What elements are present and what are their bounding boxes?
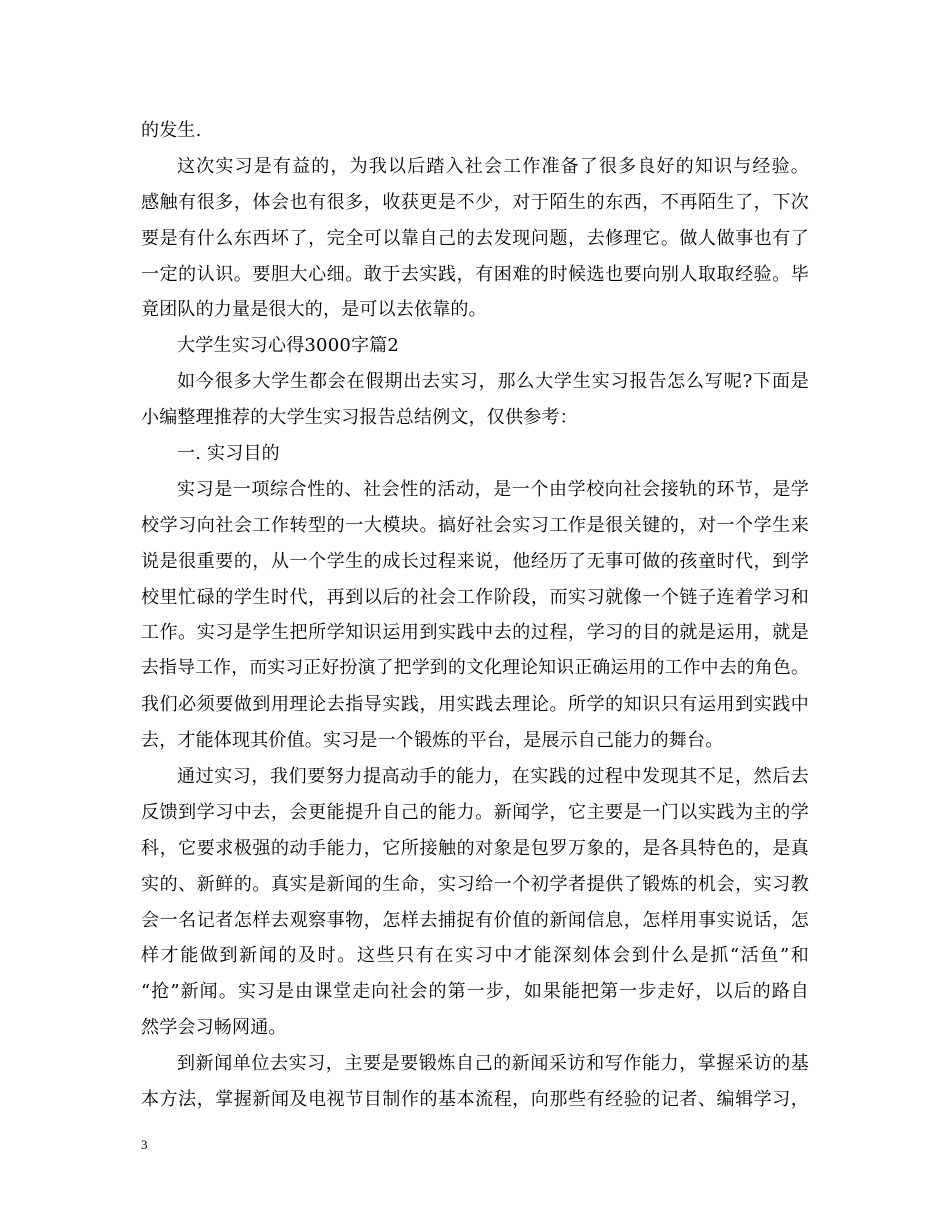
text-line: 去指导工作，而实习正好扮演了把学到的文化理论知识正确运用的工作中去的角色。 — [141, 658, 809, 679]
text-line: 到新闻单位去实习，主要是要锻炼自己的新闻采访和写作能力，掌握采访的基 — [177, 1053, 809, 1075]
text-line: 实的、新鲜的。真实是新闻的生命，实习给一个初学者提供了锻炼的机会，实习教 — [141, 873, 809, 895]
text-line: 反馈到学习中去，会更能提升自己的能力。新闻学，它主要是一门以实践为主的学 — [141, 801, 809, 823]
text-line: 这次实习是有益的，为我以后踏入社会工作准备了很多良好的知识与经验。 — [177, 155, 809, 177]
text-line: 小编整理推荐的大学生实习报告总结例文，仅供参考： — [141, 407, 578, 429]
text-line: 校里忙碌的学生时代，再到以后的社会工作阶段，而实习就像一个链子连着学习和 — [141, 586, 809, 608]
text-line: 本方法，掌握新闻及电视节目制作的基本流程，向那些有经验的记者、编辑学习， — [141, 1089, 809, 1111]
text-line: 样才能做到新闻的及时。这些只有在实习中才能深刻体会到什么是抓“活鱼”和 — [141, 945, 809, 967]
text-line: 然学会习畅网通。 — [141, 1017, 287, 1039]
text-line: 科，它要求极强的动手能力，它所接触的对象是包罗万象的，是各具特色的，是真 — [141, 837, 809, 859]
text-line: 的发生. — [141, 120, 202, 141]
text-line: 我们必须要做到用理论去指导实践，用实践去理论。所学的知识只有运用到实践中 — [141, 694, 809, 716]
text-line: 去，才能体现其价值。实习是一个锻炼的平台，是展示自己能力的舞台。 — [141, 730, 724, 752]
text-line: 说是很重要的，从一个学生的成长过程来说，他经历了无事可做的孩童时代，到学 — [141, 550, 809, 572]
body-text — [141, 113, 809, 1118]
text-line: 一. 实习目的 — [177, 443, 280, 465]
text-line: 大学生实习心得3000字篇2 — [177, 335, 400, 357]
text-line: 感触有很多，体会也有很多，收获更是不少，对于陌生的东西，不再陌生了，下次 — [141, 191, 809, 213]
page-number: 3 — [141, 1137, 148, 1152]
text-line: 如今很多大学生都会在假期出去实习，那么大学生实习报告怎么写呢?下面是 — [177, 371, 809, 393]
text-line: 通过实习，我们要努力提高动手的能力，在实践的过程中发现其不足，然后去 — [177, 766, 809, 788]
text-line: 工作。实习是学生把所学知识运用到实践中去的过程，学习的目的就是运用，就是 — [141, 622, 809, 644]
text-line: 实习是一项综合性的、社会性的活动，是一个由学校向社会接轨的环节，是学 — [177, 478, 809, 500]
text-line: 一定的认识。要胆大心细。敢于去实践，有困难的时候选也要向别人取取经验。毕 — [141, 263, 809, 285]
text-line: 会一名记者怎样去观察事物，怎样去捕捉有价值的新闻信息，怎样用事实说话，怎 — [141, 909, 809, 931]
text-line: 竟团队的力量是很大的，是可以去依靠的。 — [141, 299, 487, 321]
text-line: “抢”新闻。实习是由课堂走向社会的第一步，如果能把第一步走好，以后的路自 — [141, 981, 809, 1003]
text-line: 校学习向社会工作转型的一大模块。搞好社会实习工作是很关键的，对一个学生来 — [141, 514, 809, 536]
text-line: 要是有什么东西坏了，完全可以靠自己的去发现问题，去修理它。做人做事也有了 — [141, 227, 809, 249]
